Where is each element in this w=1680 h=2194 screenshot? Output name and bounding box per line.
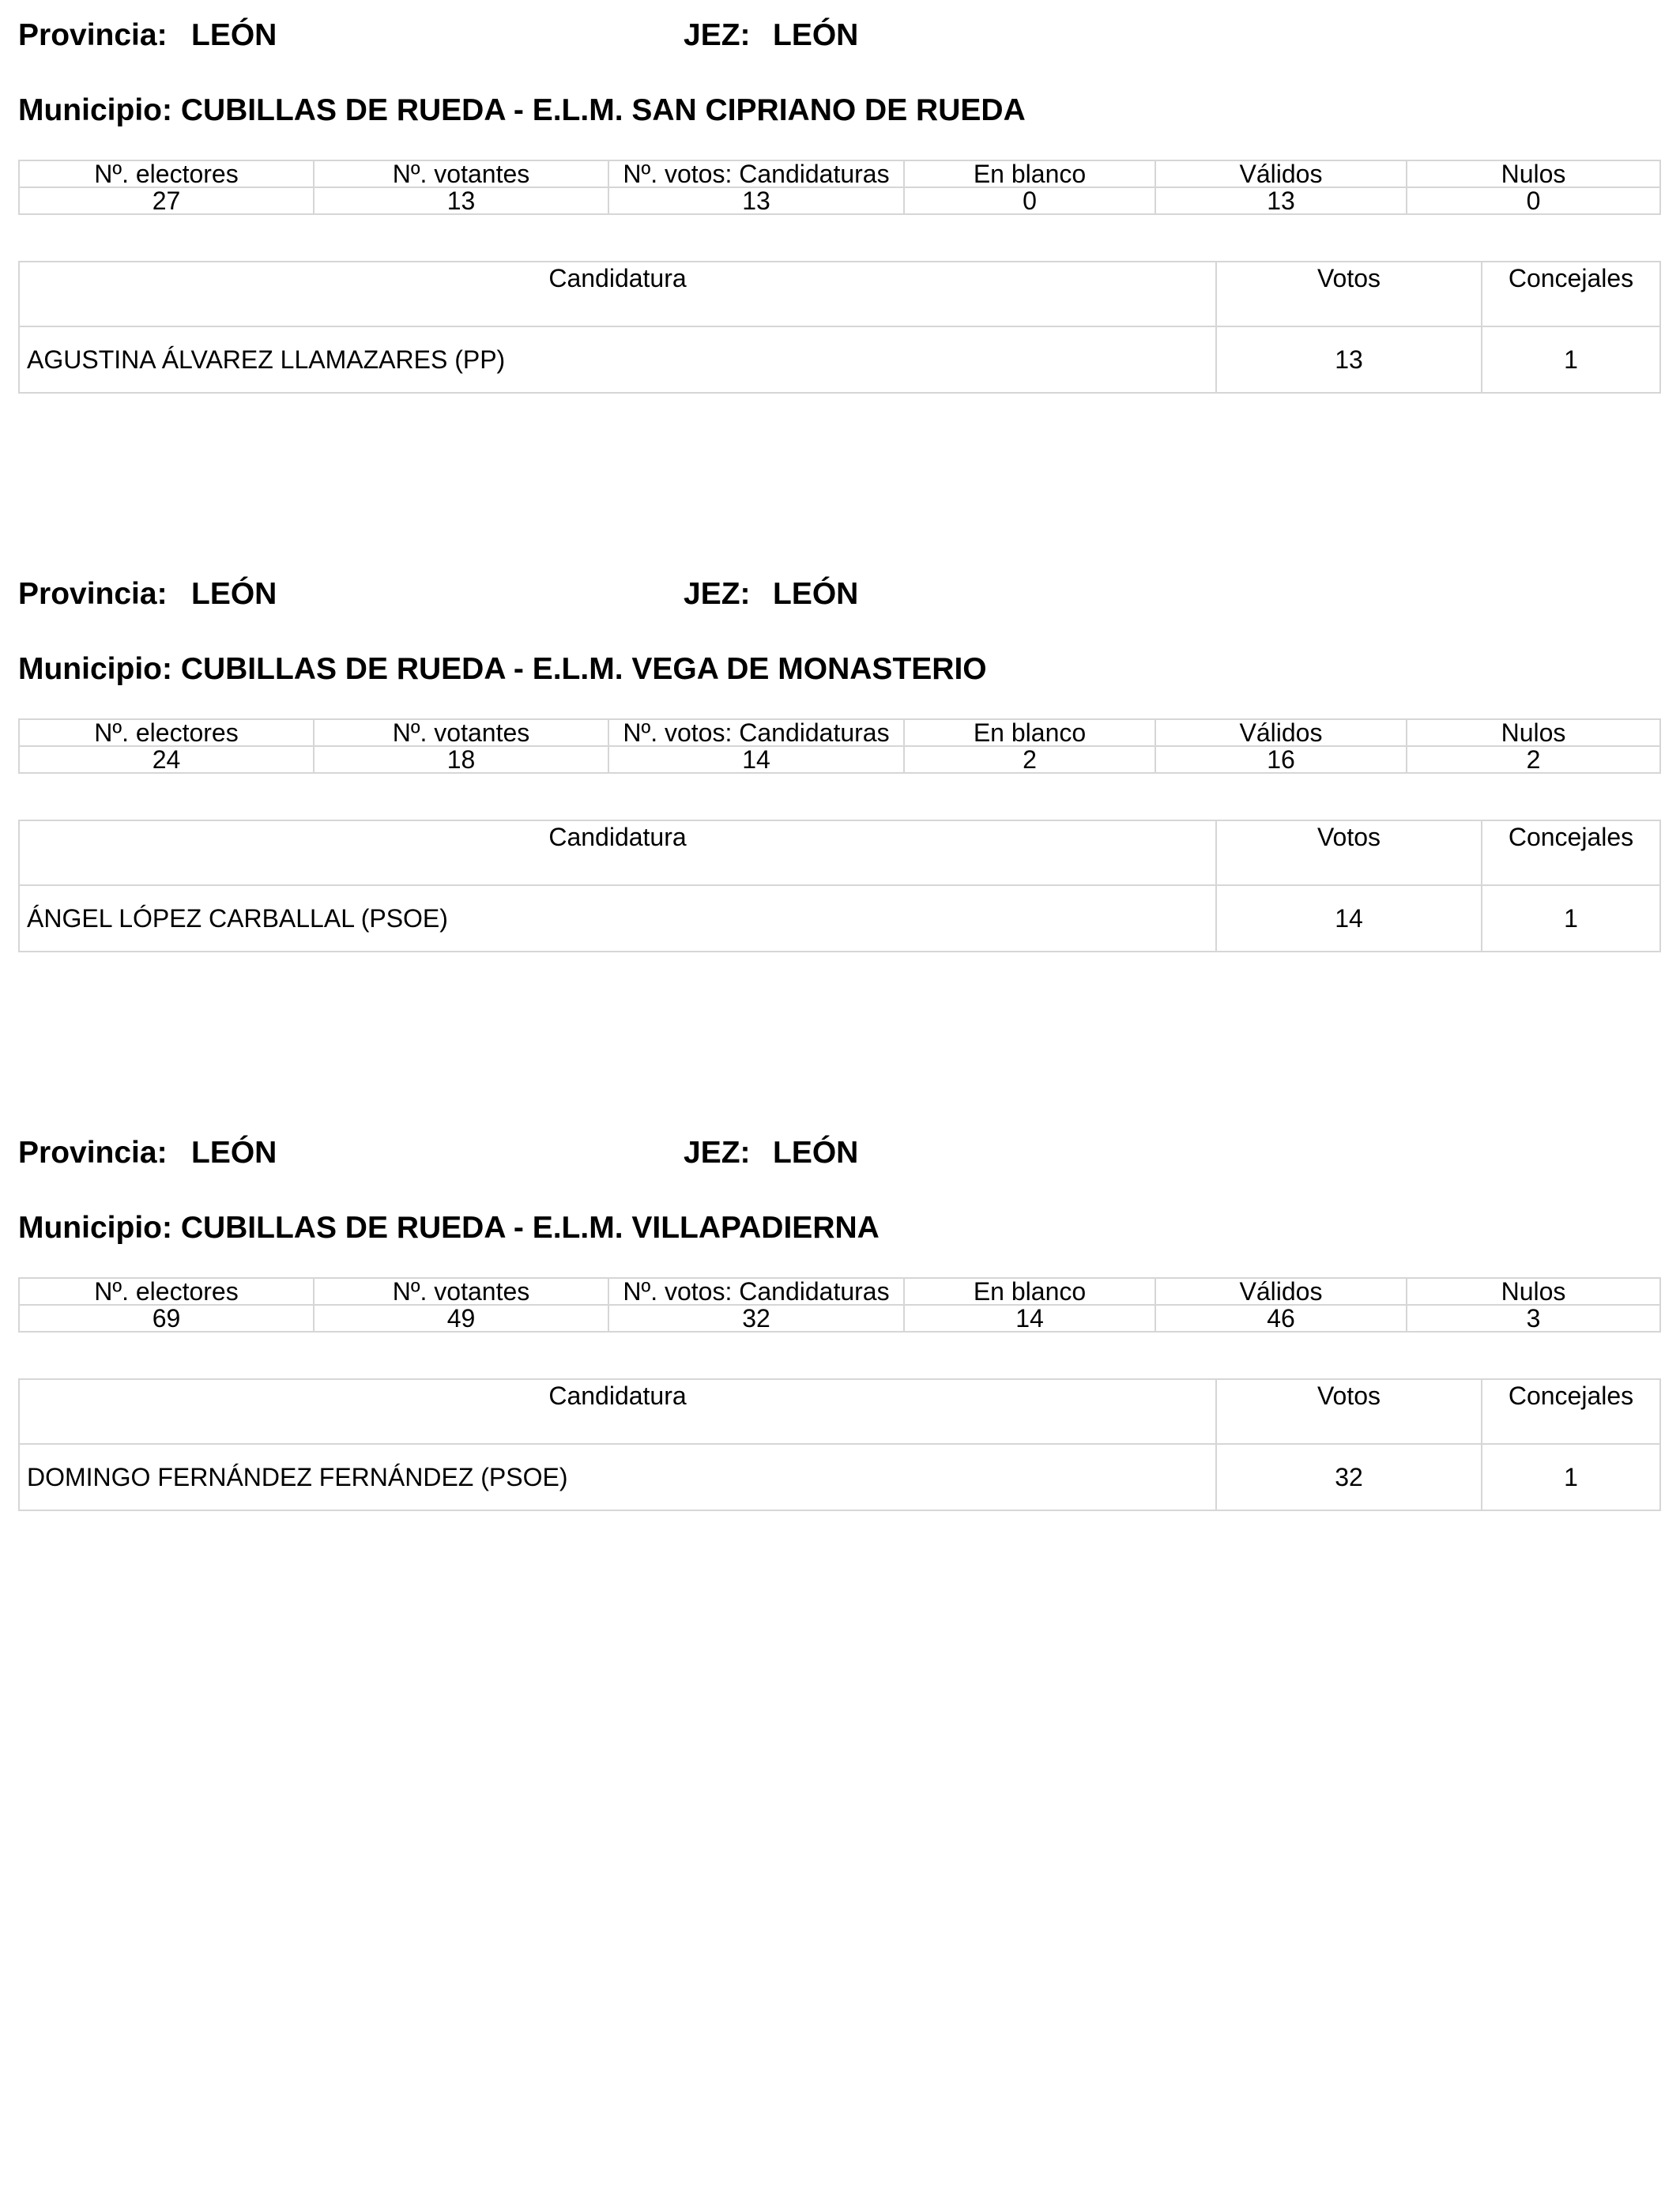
header-votos-candidaturas: Nº. votos: Candidaturas [608,719,904,746]
header-votantes: Nº. votantes [314,719,608,746]
provincia-value: LEÓN [191,1136,277,1170]
municipio-heading [18,1208,880,1248]
table-row [19,326,1660,393]
header-votantes: Nº. votantes [314,160,608,187]
stats-value-row [19,746,1660,773]
header-candidatura: Candidatura [19,1379,1216,1444]
municipio-label: Municipio: [18,652,172,686]
header-votos-candidaturas: Nº. votos: Candidaturas [608,1278,904,1305]
jez-label: JEZ: [684,18,751,52]
table-row [19,885,1660,952]
header-candidatura: Candidatura [19,820,1216,885]
candidate-concejales: 1 [1482,885,1660,952]
header-votos: Votos [1216,262,1482,326]
candidate-name: ÁNGEL LÓPEZ CARBALLAL (PSOE) [19,885,1216,952]
provincia-value: LEÓN [191,18,277,52]
candidate-votos: 13 [1216,326,1482,393]
candidaturas-header-row [19,262,1660,326]
header-nulos: Nulos [1407,1278,1660,1305]
stats-header-row [19,719,1660,746]
candidate-concejales: 1 [1482,1444,1660,1510]
header-nulos: Nulos [1407,719,1660,746]
header-validos: Válidos [1155,1278,1407,1305]
jez-label: JEZ: [684,577,751,611]
header-concejales: Concejales [1482,1379,1660,1444]
jez-value: LEÓN [773,18,859,52]
value-nulos: 0 [1407,187,1660,214]
municipio-label: Municipio: [18,93,172,127]
municipio-heading [18,91,1026,130]
value-votantes: 49 [314,1305,608,1332]
stats-value-row [19,187,1660,214]
candidaturas-table [18,261,1661,394]
section-san-cipriano [0,0,1680,553]
candidate-votos: 32 [1216,1444,1482,1510]
candidaturas-header-row [19,1379,1660,1444]
header-concejales: Concejales [1482,262,1660,326]
header-votos-candidaturas: Nº. votos: Candidaturas [608,160,904,187]
stats-header-row [19,1278,1660,1305]
candidaturas-header-row [19,820,1660,885]
stats-value-row [19,1305,1660,1332]
value-nulos: 2 [1407,746,1660,773]
municipio-label: Municipio: [18,1211,172,1245]
stats-table [18,1277,1661,1333]
stats-table [18,160,1661,215]
provincia-value: LEÓN [191,577,277,611]
header-votos: Votos [1216,820,1482,885]
value-electores: 69 [19,1305,314,1332]
stats-table [18,718,1661,774]
section-villapadierna [0,1118,1680,1671]
header-en-blanco: En blanco [904,160,1155,187]
value-electores: 27 [19,187,314,214]
municipio-value: CUBILLAS DE RUEDA - E.L.M. SAN CIPRIANO DE RUEDA [180,93,1026,127]
value-votantes: 13 [314,187,608,214]
value-votos-candidaturas: 14 [608,746,904,773]
value-en-blanco: 14 [904,1305,1155,1332]
header-en-blanco: En blanco [904,1278,1155,1305]
value-votos-candidaturas: 13 [608,187,904,214]
candidaturas-table [18,1378,1661,1511]
provincia-label: Provincia: [18,18,168,52]
value-votantes: 18 [314,746,608,773]
header-votantes: Nº. votantes [314,1278,608,1305]
header-electores: Nº. electores [19,1278,314,1305]
value-validos: 16 [1155,746,1407,773]
jez-label: JEZ: [684,1136,751,1170]
value-en-blanco: 0 [904,187,1155,214]
value-validos: 46 [1155,1305,1407,1332]
provincia-label: Provincia: [18,1136,168,1170]
value-en-blanco: 2 [904,746,1155,773]
header-votos: Votos [1216,1379,1482,1444]
value-electores: 24 [19,746,314,773]
value-votos-candidaturas: 32 [608,1305,904,1332]
jez-value: LEÓN [773,1136,859,1170]
provincia-label: Provincia: [18,577,168,611]
header-concejales: Concejales [1482,820,1660,885]
municipio-value: CUBILLAS DE RUEDA - E.L.M. VEGA DE MONASTERIO [180,652,987,686]
header-candidatura: Candidatura [19,262,1216,326]
candidate-name: DOMINGO FERNÁNDEZ FERNÁNDEZ (PSOE) [19,1444,1216,1510]
header-validos: Válidos [1155,160,1407,187]
candidate-votos: 14 [1216,885,1482,952]
stats-header-row [19,160,1660,187]
section-vega-de-monasterio [0,559,1680,1112]
jez-value: LEÓN [773,577,859,611]
header-en-blanco: En blanco [904,719,1155,746]
candidaturas-table [18,820,1661,952]
value-validos: 13 [1155,187,1407,214]
value-nulos: 3 [1407,1305,1660,1332]
candidate-concejales: 1 [1482,326,1660,393]
municipio-value: CUBILLAS DE RUEDA - E.L.M. VILLAPADIERNA [180,1211,880,1245]
header-validos: Válidos [1155,719,1407,746]
table-row [19,1444,1660,1510]
header-nulos: Nulos [1407,160,1660,187]
header-electores: Nº. electores [19,719,314,746]
municipio-heading [18,650,987,689]
candidate-name: AGUSTINA ÁLVAREZ LLAMAZARES (PP) [19,326,1216,393]
header-electores: Nº. electores [19,160,314,187]
